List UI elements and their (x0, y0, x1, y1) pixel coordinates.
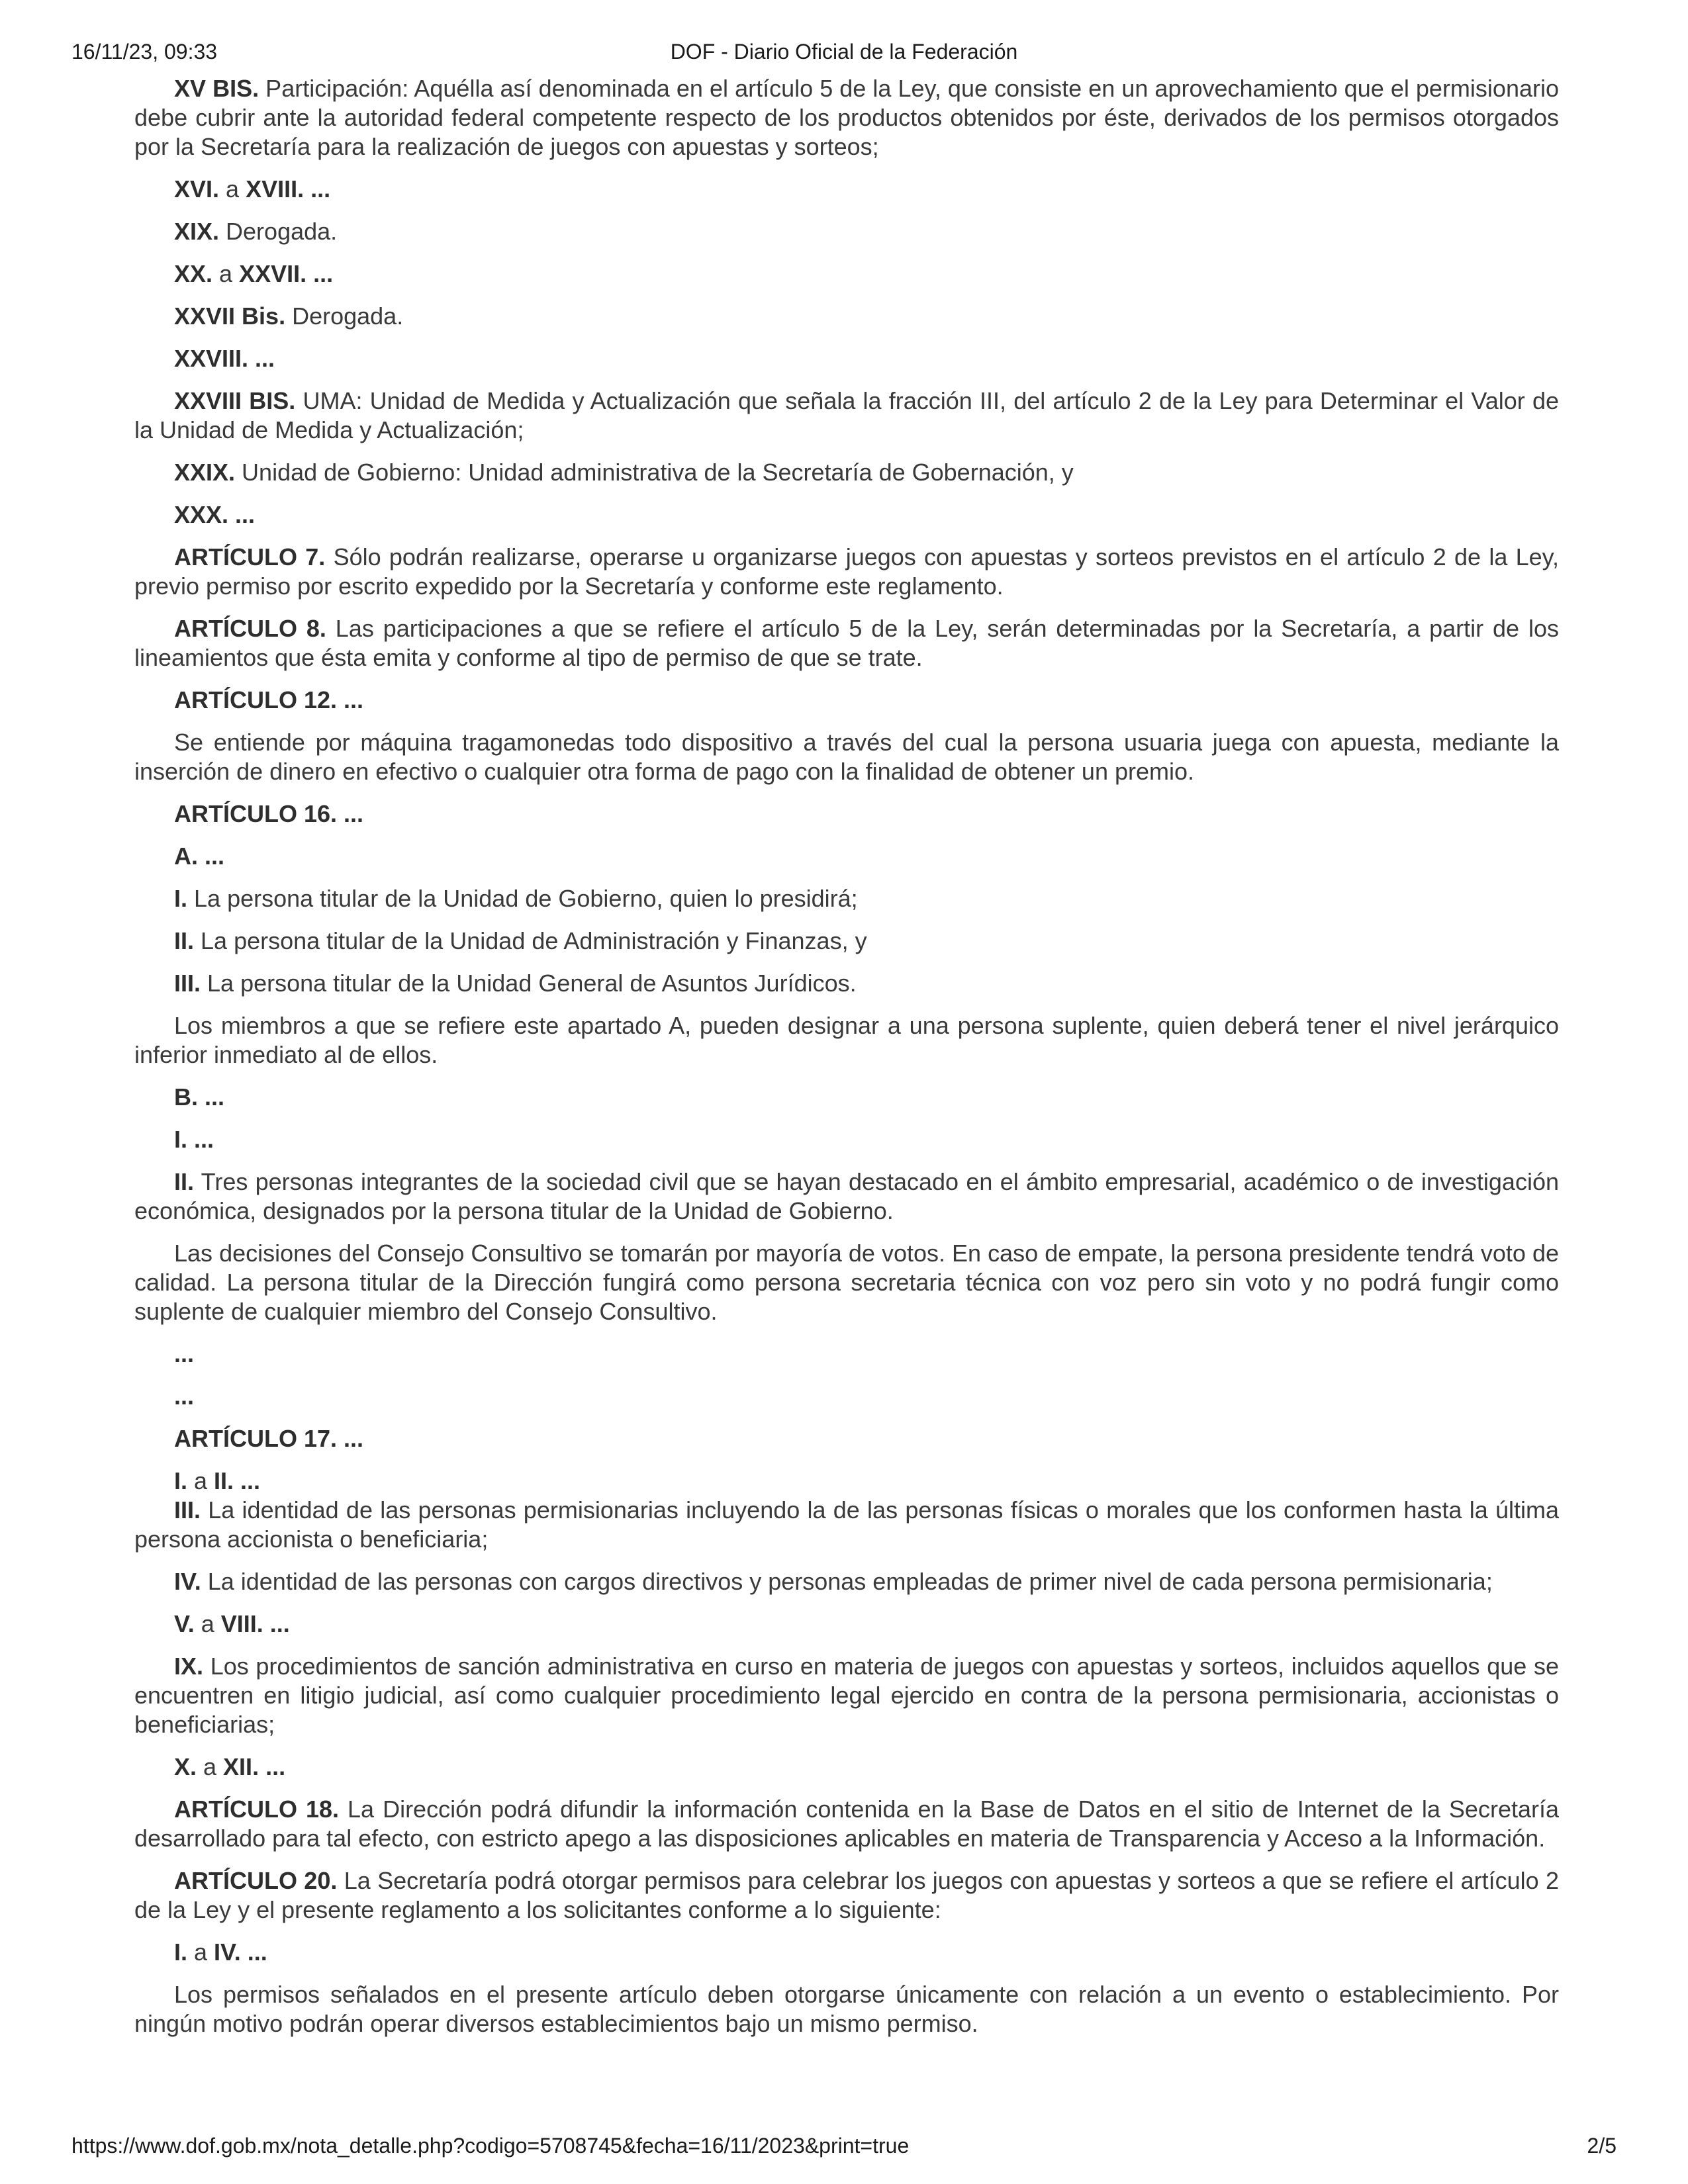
paragraph-heading: II. (174, 927, 195, 954)
paragraph (134, 458, 1559, 487)
paragraph (134, 1382, 1559, 1411)
paragraph-heading: I. (174, 1467, 188, 1494)
paragraph-heading: IX. (174, 1653, 204, 1680)
paragraph (134, 1980, 1559, 2038)
paragraph-heading: I. (174, 1938, 188, 1966)
paragraph-text: La identidad de las personas con cargos directivos y personas empleadas de primer nivel de cada persona permisionaria; (201, 1568, 1493, 1595)
paragraph-text: Tres personas integrantes de la sociedad civil que se hayan destacado en el ámbito empresarial, académico o de investigación económica, designados por la persona titular de la Unidad de Gobierno. (134, 1168, 1559, 1224)
paragraph-heading: XV BIS. (174, 75, 259, 102)
paragraph-heading: III. (174, 1496, 201, 1524)
paragraph (134, 927, 1559, 956)
paragraph (134, 1167, 1559, 1226)
paragraph-text: La persona titular de la Unidad de Administración y Finanzas, y (194, 927, 867, 954)
paragraph-text: Los procedimientos de sanción administrativa en curso en materia de juegos con apuestas y sorteos, incluidos aquellos que se encuentren en litigio judicial, así como cualquier procedimiento legal ejercido en contra de la persona permisionaria, accionistas o beneficiarias; (134, 1653, 1559, 1738)
paragraph-heading: ARTÍCULO 18. (174, 1796, 340, 1823)
paragraph-heading: ARTÍCULO 17. ... (174, 1425, 364, 1452)
paragraph-text: Sólo podrán realizarse, operarse u organizarse juegos con apuestas y sorteos previstos en el artículo 2 de la Ley, previo permiso por escrito expedido por la Secretaría y conforme este reglamento. (134, 543, 1559, 600)
paragraph (134, 1496, 1559, 1554)
paragraph-text: La Dirección podrá difundir la información contenida en la Base de Datos en el sitio de Internet de la Secretaría desarrollado para tal efecto, con estricto apego a las disposiciones aplicables en materia de Transparencia y Acceso a la Información. (134, 1796, 1559, 1852)
paragraph-text: Las participaciones a que se refiere el artículo 5 de la Ley, serán determinadas por la Secretaría, a partir de los lineamientos que ésta emita y conforme al tipo de permiso de que se trate. (134, 615, 1559, 671)
paragraph-text: Los permisos señalados en el presente artículo deben otorgarse únicamente con relación a un evento o establecimiento. Por ningún motivo podrán operar diversos establecimientos bajo un mismo permiso. (134, 1981, 1559, 2037)
paragraph-text: a (194, 1610, 221, 1637)
paragraph-heading: ARTÍCULO 16. ... (174, 800, 364, 827)
paragraph (134, 799, 1559, 829)
paragraph (134, 1866, 1559, 1925)
paragraph-heading: B. ... (174, 1083, 225, 1111)
paragraph-heading: XXVIII BIS. (174, 387, 296, 414)
paragraph-heading: XVI. (174, 175, 220, 203)
paragraph-heading: A. ... (174, 842, 225, 870)
paragraph (134, 884, 1559, 913)
paragraph (134, 1125, 1559, 1154)
paragraph-heading: ... (174, 1340, 195, 1367)
paragraph (134, 74, 1559, 161)
paragraph-text: Derogada. (219, 218, 338, 245)
document-body (134, 74, 1559, 2052)
paragraph (134, 1610, 1559, 1639)
paragraph (134, 543, 1559, 601)
paragraph (134, 302, 1559, 331)
paragraph-heading: IV. (174, 1568, 201, 1595)
paragraph-heading: ARTÍCULO 12. ... (174, 686, 364, 713)
paragraph-text: a (219, 175, 246, 203)
paragraph-heading: I. ... (174, 1126, 214, 1153)
paragraph-heading: XXVIII. ... (174, 345, 275, 372)
paragraph-heading-end: XVIII. ... (246, 175, 331, 203)
paragraph-text: a (212, 260, 240, 287)
print-datetime: 16/11/23, 09:33 (71, 40, 218, 64)
paragraph-heading: XXX. ... (174, 501, 256, 528)
paragraph (134, 1567, 1559, 1596)
paragraph (134, 1011, 1559, 1069)
paragraph (134, 842, 1559, 871)
paragraph (134, 969, 1559, 998)
paragraph-heading: XX. (174, 260, 213, 287)
paragraph (134, 614, 1559, 672)
paragraph-heading: XXIX. (174, 459, 236, 486)
paragraph-text: a (187, 1467, 214, 1494)
paragraph-text: a (197, 1753, 224, 1780)
paragraph-text: La identidad de las personas permisionarias incluyendo la de las personas físicas o morales que los conformen hasta la última persona accionista o beneficiaria; (134, 1496, 1559, 1553)
paragraph-heading-end: XII. ... (223, 1753, 286, 1780)
paragraph-heading-end: II. ... (214, 1467, 261, 1494)
page-number: 2/5 (1587, 2134, 1617, 2158)
paragraph (134, 1239, 1559, 1326)
paragraph (134, 175, 1559, 204)
paragraph (134, 1652, 1559, 1739)
paragraph-text: Unidad de Gobierno: Unidad administrativa de la Secretaría de Gobernación, y (235, 459, 1074, 486)
paragraph-text: La persona titular de la Unidad de Gobierno, quien lo presidirá; (187, 885, 858, 912)
paragraph (134, 1083, 1559, 1112)
paragraph (134, 1467, 1559, 1496)
paragraph-text: a (187, 1938, 214, 1966)
paragraph (134, 1938, 1559, 1967)
paragraph (134, 728, 1559, 786)
paragraph-text: La Secretaría podrá otorgar permisos para celebrar los juegos con apuestas y sorteos a que se refiere el artículo 2 de la Ley y el presente reglamento a los solicitantes conforme a lo siguiente: (134, 1867, 1559, 1923)
paragraph-heading: ARTÍCULO 20. (174, 1867, 338, 1894)
page-title: DOF - Diario Oficial de la Federación (670, 40, 1018, 64)
paragraph (134, 1424, 1559, 1453)
paragraph-heading: II. (174, 1168, 195, 1195)
paragraph-heading-end: XXVII. ... (239, 260, 334, 287)
paragraph-text: Participación: Aquélla así denominada en el artículo 5 de la Ley, que consiste en un aprovechamiento que el permisionario debe cubrir ante la autoridad federal competente respecto de los productos obtenidos por éste, derivados de los permisos otorgados por la Secretaría para la realización de juegos con apuestas y sorteos; (134, 75, 1559, 160)
paragraph (134, 1795, 1559, 1853)
paragraph-heading: ARTÍCULO 7. (174, 543, 326, 570)
paragraph (134, 259, 1559, 289)
paragraph-text: La persona titular de la Unidad General de Asuntos Jurídicos. (201, 970, 857, 997)
paragraph-heading: XIX. (174, 218, 220, 245)
paragraph (134, 686, 1559, 715)
paragraph-text: Las decisiones del Consejo Consultivo se tomarán por mayoría de votos. En caso de empate, la persona presidente tendrá voto de calidad. La persona titular de la Dirección fungirá como persona secretaria técnica con voz pero sin voto y no podrá fungir como suplente de cualquier miembro del Consejo Consultivo. (134, 1240, 1559, 1325)
source-url: https://www.dof.gob.mx/nota_detalle.php?codigo=5708745&fecha=16/11/2023&print=true (71, 2134, 910, 2158)
paragraph-heading-end: VIII. ... (220, 1610, 290, 1637)
paragraph (134, 387, 1559, 445)
paragraph-heading: ... (174, 1383, 195, 1410)
paragraph-heading: V. (174, 1610, 195, 1637)
paragraph-heading: ARTÍCULO 8. (174, 615, 326, 642)
paragraph (134, 500, 1559, 529)
paragraph (134, 1752, 1559, 1782)
paragraph-text: Derogada. (285, 302, 404, 330)
paragraph (134, 217, 1559, 246)
paragraph-heading-end: IV. ... (214, 1938, 267, 1966)
paragraph-text: UMA: Unidad de Medida y Actualización que señala la fracción III, del artículo 2 de la Ley para Determinar el Valor de la Unidad de Medida y Actualización; (134, 387, 1559, 443)
paragraph (134, 344, 1559, 373)
paragraph-text: Los miembros a que se refiere este apartado A, pueden designar a una persona suplente, quien deberá tener el nivel jerárquico inferior inmediato al de ellos. (134, 1012, 1559, 1068)
paragraph-heading: X. (174, 1753, 197, 1780)
paragraph-text: Se entiende por máquina tragamonedas todo dispositivo a través del cual la persona usuaria juega con apuesta, mediante la inserción de dinero en efectivo o cualquier otra forma de pago con la finalidad de obtener un premio. (134, 729, 1559, 785)
paragraph-heading: III. (174, 970, 201, 997)
paragraph (134, 1340, 1559, 1369)
paragraph-heading: I. (174, 885, 188, 912)
paragraph-heading: XXVII Bis. (174, 302, 286, 330)
